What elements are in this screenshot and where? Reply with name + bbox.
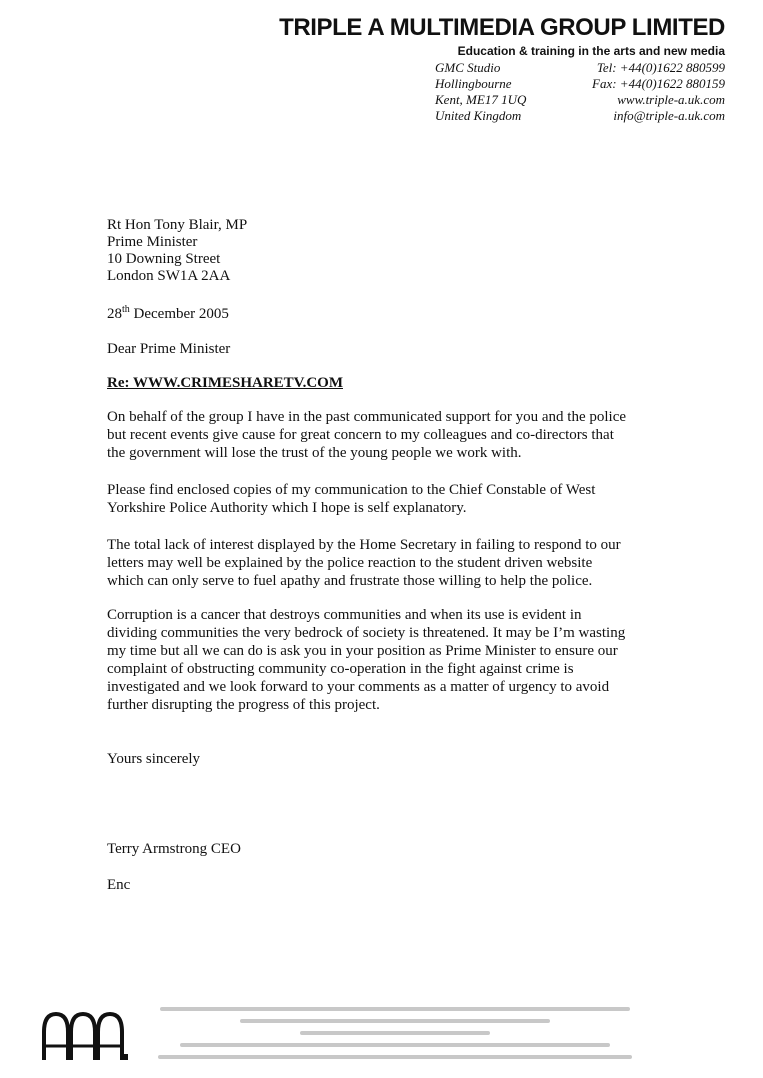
paragraph-line: complaint of obstructing community co-operation in the fight against crime is	[107, 661, 574, 677]
recipient-line: London SW1A 2AA	[107, 268, 231, 284]
triple-a-logo-icon	[40, 1010, 130, 1062]
enclosure-note: Enc	[107, 877, 131, 893]
paragraph-line: which can only serve to fuel apathy and frustrate those willing to help the police.	[107, 573, 593, 589]
paragraph-line: The total lack of interest displayed by the Home Secretary in failing to respond to our	[107, 537, 621, 553]
paragraph-4	[107, 606, 667, 714]
footer-faded-lines	[150, 1003, 640, 1063]
address-line: Kent, ME17 1UQ	[435, 92, 527, 107]
subject-line: Re: WWW.CRIMESHARETV.COM	[107, 375, 343, 391]
address-line: United Kingdom	[435, 108, 522, 123]
footer-registration-text	[150, 1003, 640, 1066]
closing: Yours sincerely	[107, 751, 201, 767]
paragraph-line: my time but all we can do is ask you in your position as Prime Minister to ensure our	[107, 643, 618, 659]
company-tagline: Education & training in the arts and new media	[457, 44, 725, 58]
paragraph-1	[107, 408, 667, 462]
fax: Fax: +44(0)1622 880159	[592, 76, 725, 91]
recipient-address	[107, 217, 247, 285]
company-address	[435, 60, 526, 124]
paragraph-line: Please find enclosed copies of my communication to the Chief Constable of West	[107, 482, 596, 498]
letter-date	[107, 304, 229, 323]
website: www.triple-a.uk.com	[617, 92, 725, 107]
salutation: Dear Prime Minister	[107, 341, 231, 357]
paragraph-line: dividing communities the very bedrock of society is threatened. It may be I’m wasting	[107, 625, 626, 641]
recipient-line: Prime Minister	[107, 234, 198, 250]
paragraph-line: On behalf of the group I have in the past communicated support for you and the police	[107, 409, 627, 425]
address-line: GMC Studio	[435, 60, 501, 75]
paragraph-line: letters may well be explained by the police reaction to the student driven website	[107, 555, 593, 571]
paragraph-line: further disrupting the progress of this project.	[107, 697, 380, 713]
company-contact	[592, 60, 725, 124]
company-name: TRIPLE A MULTIMEDIA GROUP LIMITED	[279, 14, 725, 41]
recipient-line: Rt Hon Tony Blair, MP	[107, 217, 248, 233]
signatory: Terry Armstrong CEO	[107, 841, 241, 857]
paragraph-line: Corruption is a cancer that destroys communities and when its use is evident in	[107, 607, 582, 623]
email: info@triple-a.uk.com	[613, 108, 725, 123]
recipient-line: 10 Downing Street	[107, 251, 221, 267]
paragraph-3	[107, 536, 667, 590]
date-suffix: th	[122, 304, 130, 315]
address-line: Hollingbourne	[435, 76, 512, 91]
paragraph-line: investigated and we look forward to your comments as a matter of urgency to avoid	[107, 679, 610, 695]
paragraph-line: the government will lose the trust of the young people we work with.	[107, 445, 522, 461]
date-rest: December 2005	[129, 306, 229, 322]
paragraph-line: Yorkshire Police Authority which I hope is self explanatory.	[107, 500, 467, 516]
paragraph-2	[107, 481, 667, 517]
date-day: 28	[107, 306, 122, 322]
telephone: Tel: +44(0)1622 880599	[596, 60, 725, 75]
paragraph-line: but recent events give cause for great concern to my colleagues and co-directors that	[107, 427, 614, 443]
